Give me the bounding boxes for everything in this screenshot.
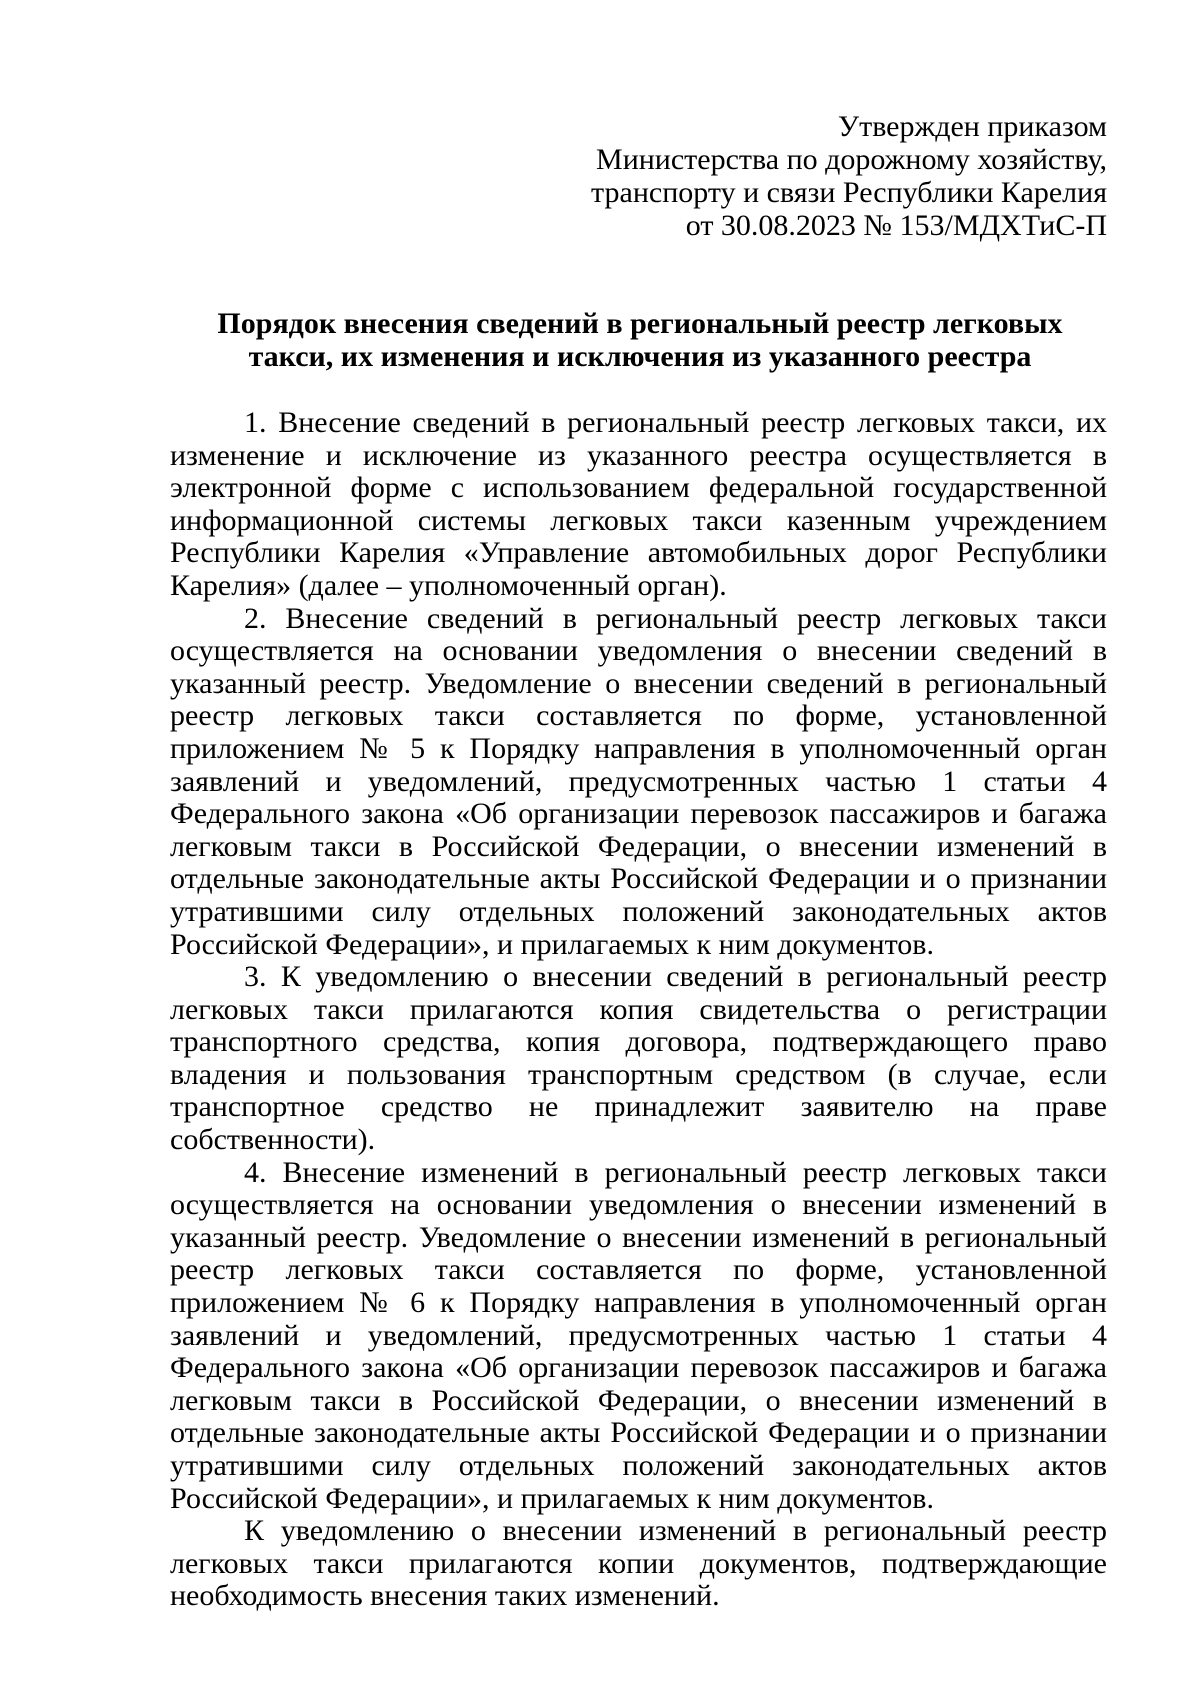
title-line: такси, их изменения и исключения из указанного реестра bbox=[248, 340, 1032, 373]
paragraph-2: 2. Внесение сведений в региональный реестр легковых такси осуществляется на основании уведомления о внесении сведений в указанный реестр. Уведомление о внесении сведений в региональный реестр легковых такси составляется по форме, установленной приложением № 5 к Порядку направления в уполномоченный орган заявлений и уведомлений, предусмотренных частью 1 статьи 4 Федерального закона «Об организации перевозок пассажиров и багажа легковым такси в Российской Федерации, о внесении изменений в отдельные законодательные акты Российской Федерации и о признании утратившими силу отдельных положений законодательных актов Российской Федерации», и прилагаемых к ним документов. bbox=[170, 601, 1107, 961]
approval-line: транспорту и связи Республики Карелия bbox=[591, 176, 1107, 209]
document-body bbox=[170, 407, 1107, 1613]
title-line: Порядок внесения сведений в региональный реестр легковых bbox=[217, 307, 1063, 340]
approval-line: Утвержден приказом bbox=[837, 110, 1107, 143]
paragraph-3: 3. К уведомлению о внесении сведений в региональный реестр легковых такси прилагаются копия свидетельства о регистрации транспортного средства, копия договора, подтверждающего право владения и пользования транспортным средством (в случае, если транспортное средство не принадлежит заявителю на праве собственности). bbox=[170, 960, 1107, 1157]
paragraph-4: 4. Внесение изменений в региональный реестр легковых такси осуществляется на основании уведомления о внесении изменений в указанный реестр. Уведомление о внесении изменений в региональный реестр легковых такси составляется по форме, установленной приложением № 6 к Порядку направления в уполномоченный орган заявлений и уведомлений, предусмотренных частью 1 статьи 4 Федерального закона «Об организации перевозок пассажиров и багажа легковым такси в Российской Федерации, о внесении изменений в отдельные законодательные акты Российской Федерации и о признании утратившими силу отдельных положений законодательных актов Российской Федерации», и прилагаемых к ним документов. bbox=[170, 1155, 1107, 1515]
approval-stamp-text bbox=[591, 110, 1107, 242]
paragraph-5: К уведомлению о внесении изменений в региональный реестр легковых такси прилагаются копии документов, подтверждающие необходимость внесения таких изменений. bbox=[170, 1514, 1107, 1613]
approval-line: Министерства по дорожному хозяйству, bbox=[596, 143, 1107, 176]
paragraph-1: 1. Внесение сведений в региональный реестр легковых такси, их изменение и исключение из указанного реестра осуществляется в электронной форме с использованием федеральной государственной информационной системы легковых такси казенным учреждением Республики Карелия «Управление автомобильных дорог Республики Карелия» (далее – уполномоченный орган). bbox=[170, 406, 1107, 602]
approval-line: от 30.08.2023 № 153/МДХТиС-П bbox=[685, 209, 1107, 242]
document-title bbox=[170, 307, 1110, 373]
